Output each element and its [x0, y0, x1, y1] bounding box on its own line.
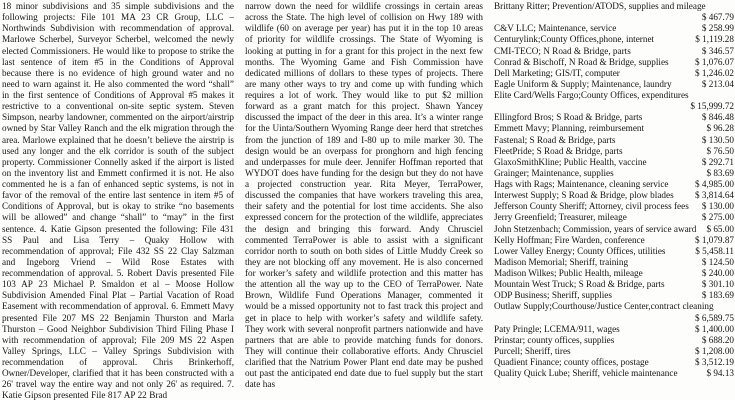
expense-payee: Outlaw Supply;Courthouse/Justice Center,contract cleaning: [494, 301, 714, 312]
expense-payee: Mountain West Truck; S Road & Bridge, parts: [494, 279, 665, 290]
expense-amount: $ 3,814.64: [694, 190, 734, 201]
expense-payee: FleetPride; S Road & Bridge, parts: [494, 145, 623, 156]
expense-amount: $ 83.69: [706, 167, 734, 178]
expense-payee: Brittany Ritter; Prevention/ATODS, supplies and mileage: [494, 1, 706, 11]
expense-payee: Dell Marketing; GIS/IT, computer: [494, 67, 620, 78]
expense-row: [494, 146, 734, 157]
expense-amount: $ 240.00: [701, 268, 734, 278]
expense-payee: Centurylink;County Offices,phone, internet: [494, 34, 655, 45]
expense-amount: $ 1,079.87: [694, 234, 734, 245]
expense-amount: $ 1,246.02: [694, 67, 734, 78]
expense-row: [494, 90, 734, 112]
expense-amount: $ 301.10: [701, 279, 734, 290]
expense-payee: Conrad & Bischoff, N Road & Bridge, supplies: [494, 56, 669, 67]
expense-row: [494, 79, 734, 90]
expense-row: [494, 346, 734, 357]
expense-row: [494, 290, 734, 301]
expense-row: [494, 157, 734, 168]
expense-row: [494, 46, 734, 57]
expense-row: [494, 335, 734, 346]
expense-payee: Fastenal; S Road & Bridge, parts: [494, 134, 616, 145]
expense-row: [494, 324, 734, 335]
expense-amount: $ 1,076.07: [694, 56, 734, 67]
expense-row: [494, 301, 734, 323]
expense-payee: Interwest Supply; S Road & Bridge, plow blades: [494, 190, 674, 201]
expense-amount: $ 213.04: [701, 78, 734, 89]
expense-payee: Quality Quick Lube; Sheriff, vehicle maintenance: [494, 368, 678, 379]
expense-amount: $ 15,999.72: [690, 101, 734, 112]
expense-payee: Kelly Hoffman; Fire Warden, conference: [494, 234, 645, 245]
expense-payee: Emmett Mavy; Planning, reimbursement: [494, 123, 645, 134]
expense-amount: $ 467.79: [701, 12, 734, 23]
minutes-text-middle: narrow down the need for wildlife crossings in certain areas across the State. The high level of collision on Hwy 189 with wildlife (60 on average per year) has put it in the top 10 areas of priority for wildlife crossings. The State of Wyoming is looking at putting in for a grant for this project in the next few months. The Wyoming Game and Fish Commission have dedicated millions of dollars to these types of projects. There are many other ways to try and come up with funding which requires a lot of work. They would like to put $2 million forward as a grant match for this project. Shawn Yancey discussed the impact of the deer in this area. It’s a winter range for the Uinta/Southern Wyoming Range deer herd that stretches from the junction of 189 and I-80 up to mile marker 30. The design would be an overpass for pronghorn and high fencing and underpasses for mule deer. Jennifer Hoffman reported that WYDOT does have funding for the design but they do not have a projected construction year. Rita Meyer, TerraPower, discussed the companies that have workers traveling this area, their safety and the potential for lost time accidents. She also expressed concern for the protection of the wildlife, appreciates the design and bringing this forward. Andy Chrusciel commented TerraPower is able to assist with a significant corridor north to south on both sides of Little Muddy Creek so they are not blocking off any movement. He is also concerned for worker’s safety and wildlife protection and this matter has the attention all the way up to the CEO of TerraPower. Nate Brown, Wildlife Fund Operations Manager, commented it would be a missed opportunity not to fast track this project and get in place to help with worker’s safety and wildlife safety. They work with several nonprofit partners nationwide and have partners that are able to provide matching funds for donors. They will continue their collaborative efforts. Andy Chrusciel clarified that the Natrium Power Plant end date may be pushed out past the anticipated end date due to fuel supply but the start date has: [245, 1, 483, 390]
left-column: [2, 1, 234, 400]
expense-row: [494, 123, 734, 134]
middle-column: [245, 1, 483, 400]
expense-amount: $ 1,400.00: [694, 323, 734, 334]
expense-row: [494, 34, 734, 45]
expense-payee: Madison Wilkes; Public Health, mileage: [494, 268, 643, 278]
expense-row: [494, 212, 734, 223]
expense-row: [494, 190, 734, 201]
expense-row: [494, 112, 734, 123]
expense-amount: $ 3,512.19: [694, 357, 734, 367]
expense-row: [494, 135, 734, 146]
expense-payee: Grainger; Maintenance, supplies: [494, 167, 614, 178]
expense-payee: Elite Card/Wells Fargo;County Offices, expenditures: [494, 90, 689, 100]
expense-row: [494, 68, 734, 79]
expense-payee: Prinstar; county offices, supplies: [494, 334, 615, 345]
expense-payee: ODP Business; Sheriff, supplies: [494, 290, 612, 301]
expense-payee: Purcell; Sheriff, tires: [494, 345, 571, 356]
expense-row: [494, 23, 734, 34]
expense-amount: $ 275.00: [701, 212, 734, 223]
expense-row: [494, 357, 734, 368]
minutes-text-left: 18 minor subdivisions and 35 simple subdivisions and the following projects: File 101 MA 23 CR Group, LLC – Northwinds Subdivision with recommendation of approval. Marlowe Scherbel, Surveyor Scherbel, welcomed the newly elected Commissioners. He would like to propose to strike the last sentence of item #5 in the Conditions of Approval because there is no evidence of high ground water and no need to warn against it. He also commented the word “shall” in the first sentence of Conditions of Approval #5 makes it restrictive to a conventional on-site septic system. Steven Simpson, nearby landowner, commented on the airport/airstrip owned by Star Valley Ranch and the elk migration through the area. Marlowe explained that he doesn’t believe the airstrip is used any longer and the elk corridor is south of the subject property. Commissioner Connelly asked if the airport is listed on the inventory list and Emmett confirmed it is not. He also commented he is a fan of enhanced septic systems, is not in favor of the removal of the entire last sentence in item #5 of Conditions of Approval, but is okay to strike “no basements will be allowed” and change “shall” to “may” in the first sentence. 4. Katie Gipson presented the following: File 431 SS Paul and Lisa Terry – Quaky Hollow with recommendation of approval; File 432 SS 22 Clay Salzman and Ingeborg Vriend – Wild Rose Estates with recommendation of approval. 5. Robert Davis presented File 103 AP 23 Michael P. Smaldon et al – Moose Hollow Subdivision Amended Final Plat – Partial Vacation of Road Easement with recommendation of approval. 6. Emmett Mavy presented File 207 MS 22 Benjamin Thurston and Marla Thurston – Good Neighbor Subdivision Third Filing Phase I with recommendation of approval; File 209 MS 22 Aspen Valley Springs, LLC – Valley Springs Subdivision with recommendation of approval. Chris Brinkerhoff, Owner/Developer, clarified that it has been constructed with a 26' travel way the entire way and not only 26' as required. 7. Katie Gipson presented File 817 AP 22 Brad: [2, 1, 234, 400]
expense-payee: Madison Memorial; Sheriff, training: [494, 256, 629, 267]
expense-payee: C&V LLC; Maintenance, service: [494, 23, 617, 34]
expense-amount: $ 346.57: [701, 45, 734, 56]
expense-amount: $ 65.00: [706, 223, 734, 234]
expense-payee: Eagle Uniform & Supply; Maintenance, laundry: [494, 78, 672, 89]
expense-payee: John Stetzenbach; Commission, years of service award: [494, 223, 697, 234]
expense-amount: $ 5,458.11: [695, 245, 734, 256]
expense-payee: CMI-TECO; N Road & Bridge, parts: [494, 45, 631, 56]
expense-row: [494, 201, 734, 212]
expense-amount: $ 4,985.00: [694, 179, 734, 189]
expense-amount: $ 1,119.28: [695, 34, 734, 45]
expense-amount: $ 76.50: [706, 145, 734, 156]
expense-amount: $ 258.99: [701, 23, 734, 34]
expense-amount: $ 292.71: [701, 156, 734, 167]
expense-amount: $ 1,208.00: [694, 345, 734, 356]
expense-payee: Hags with Rags; Maintenance, cleaning service: [494, 179, 669, 189]
expense-payee: Paty Pringle; LCEMA/911, wages: [494, 323, 620, 334]
expense-payee: GlaxoSmithKline; Public Health, vaccine: [494, 156, 647, 167]
expenses-column: [494, 1, 735, 400]
expense-payee: Jerry Greenfield; Treasurer, mileage: [494, 212, 627, 223]
expense-amount: $ 846.48: [701, 112, 734, 123]
expense-row: [494, 268, 734, 279]
expense-amount: $ 130.00: [701, 201, 734, 212]
expense-row: [494, 168, 734, 179]
expense-row: [494, 246, 734, 257]
expense-row: [494, 279, 734, 290]
expense-row: [494, 368, 734, 379]
expense-payee: Quadient Finance; county offices, postage: [494, 357, 649, 367]
expense-row: [494, 1, 734, 23]
expense-amount: $ 183.69: [701, 290, 734, 301]
expense-amount: $ 94.13: [706, 368, 734, 379]
expense-amount: $ 688.20: [701, 334, 734, 345]
expense-row: [494, 57, 734, 68]
expense-amount: $ 96.28: [706, 123, 734, 134]
expense-amount: $ 6,589.75: [694, 312, 734, 323]
expense-payee: Lower Valley Energy; County Offices, utilities: [494, 245, 666, 256]
expense-payee: Jefferson County Sheriff; Attorney, civil process fees: [494, 201, 689, 212]
expense-row: [494, 235, 734, 246]
expense-amount: $ 124.50: [701, 256, 734, 267]
expense-row: [494, 179, 734, 190]
expense-amount: $ 130.50: [701, 134, 734, 145]
expense-row: [494, 257, 734, 268]
expense-payee: Ellingford Bros; S Road & Bridge, parts: [494, 112, 643, 123]
expenses-list: [494, 1, 734, 379]
expense-row: [494, 224, 734, 235]
